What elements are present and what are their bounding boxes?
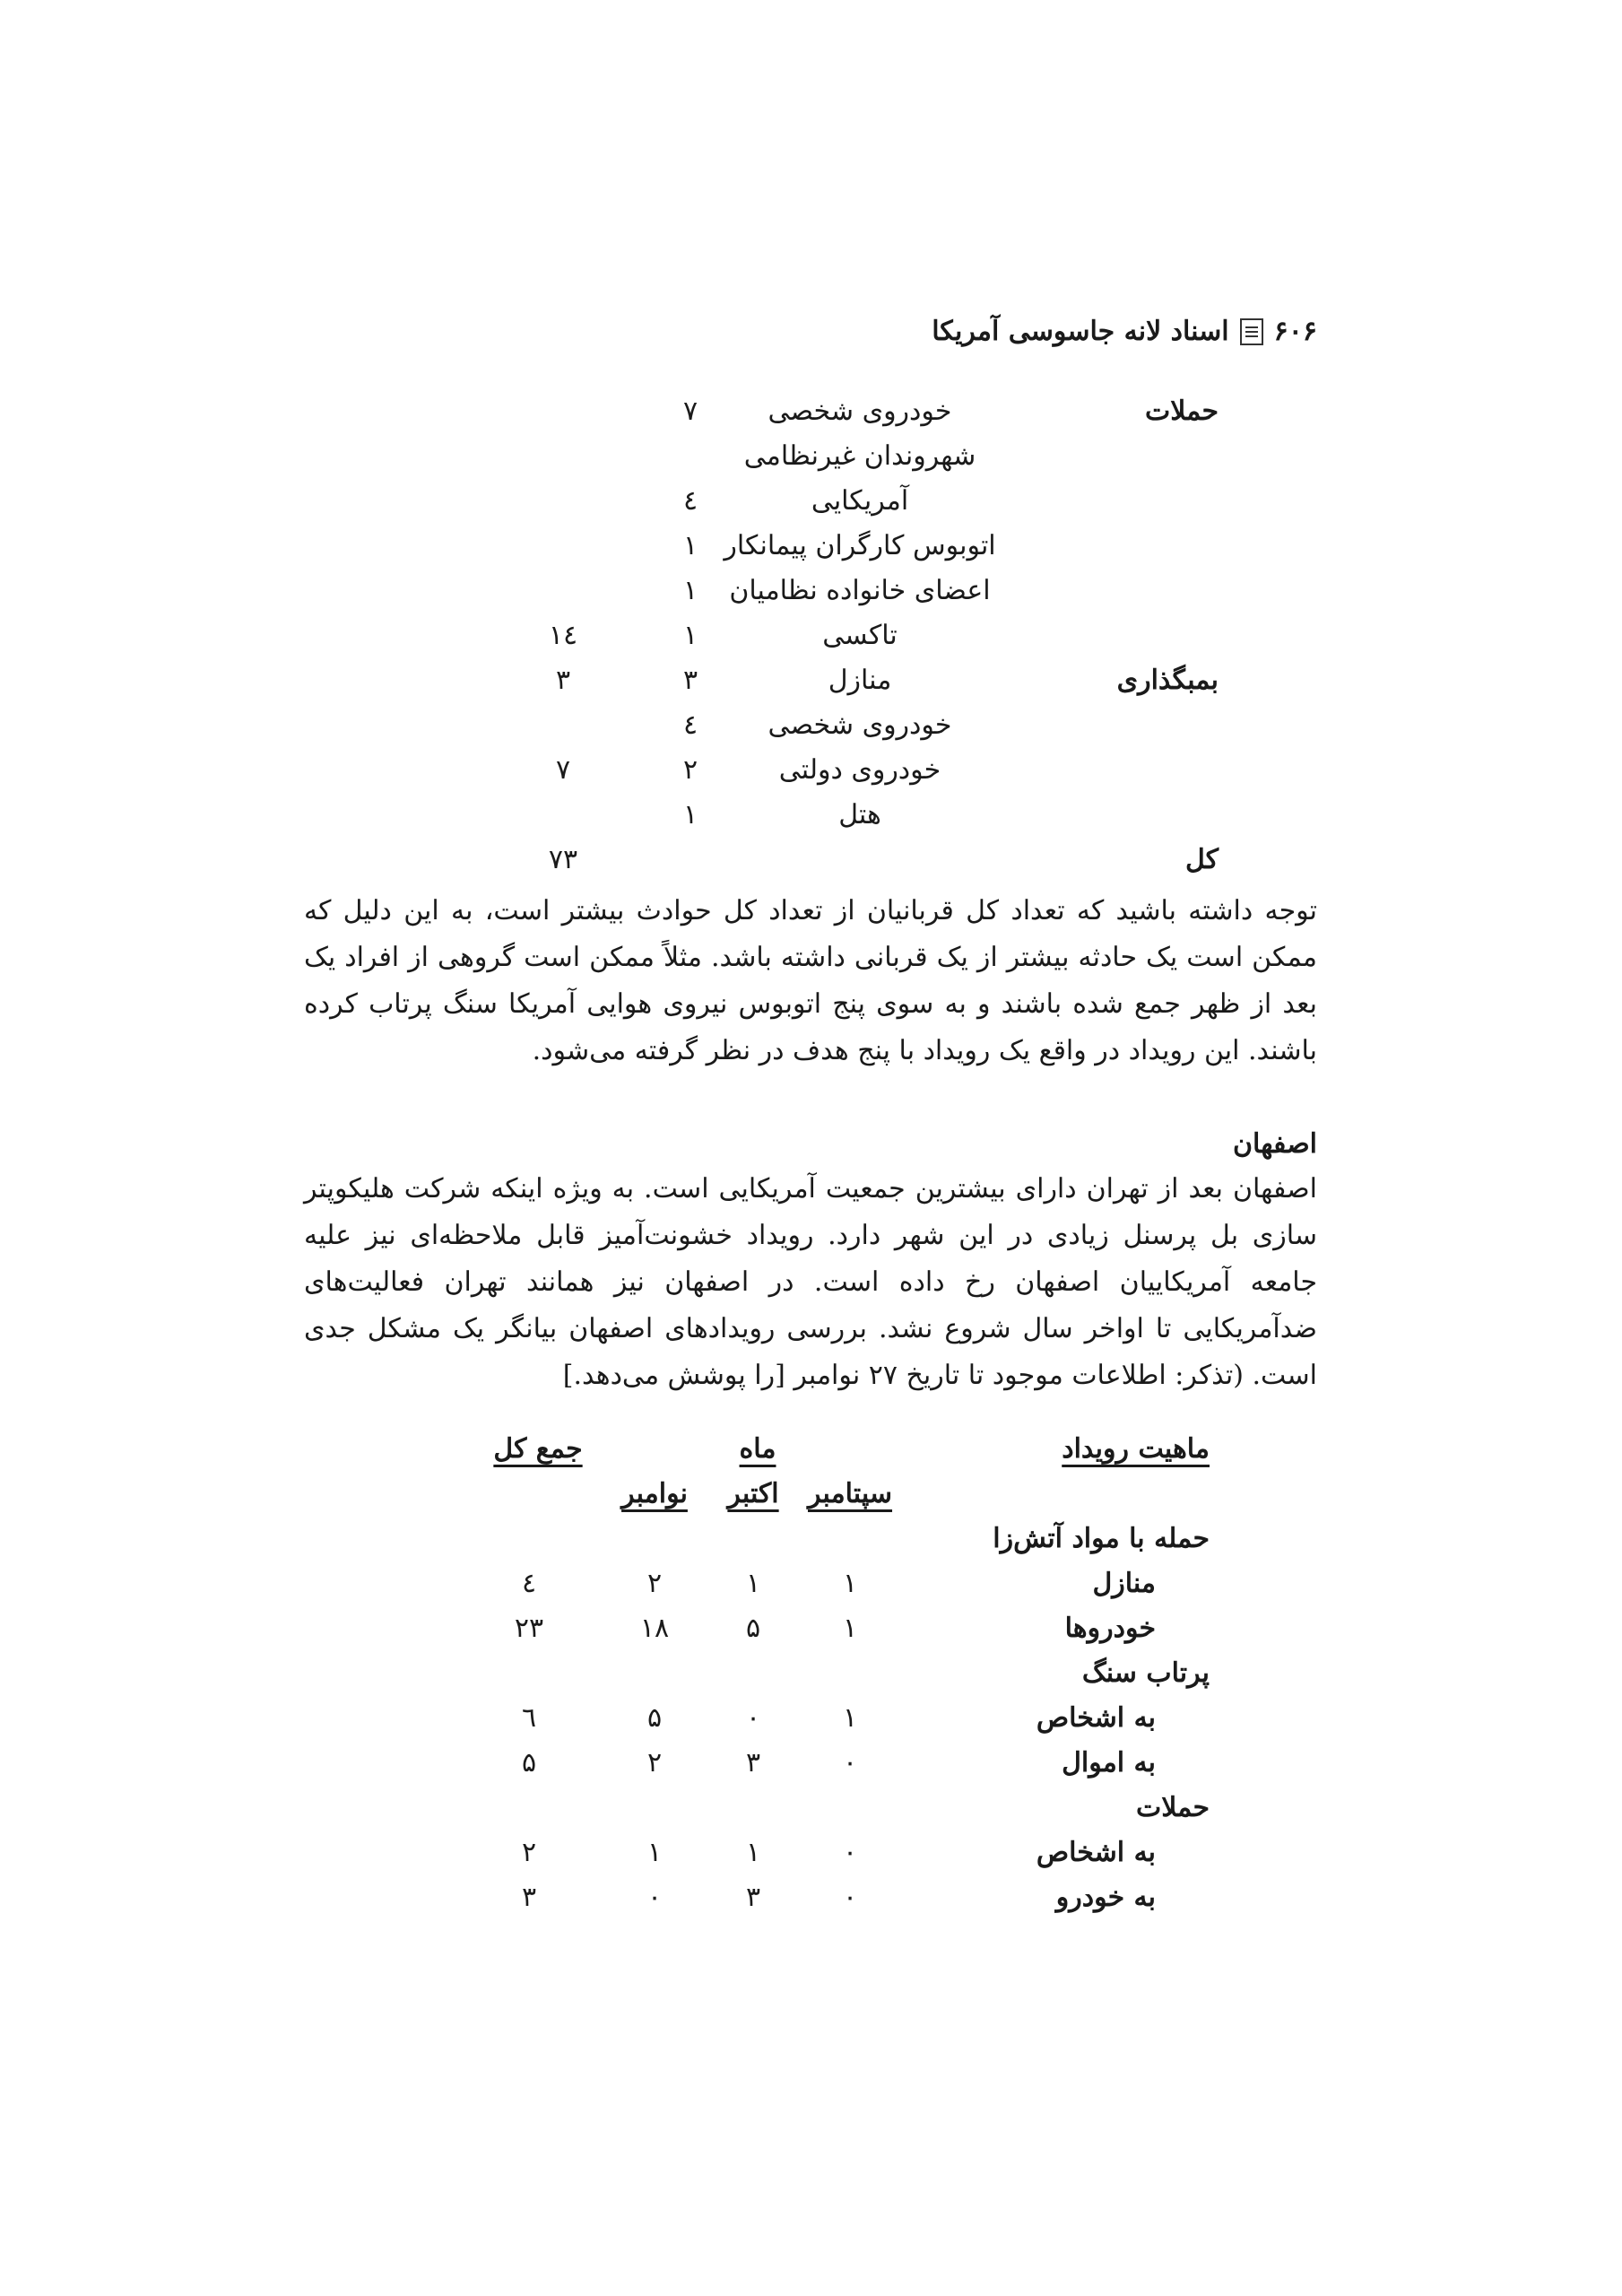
cell-oct: ۳ — [745, 1747, 761, 1779]
paragraph-isfahan: اصفهان بعد از تهران دارای بیشترین جمعیت آمریکایی است. به ویژه اینکه شرکت هلیکوپتر سازی بل پرسنل زیادی در این شهر دارد. رویداد خشونت‌آمیز قابل ملاحظه‌ای نیز علیه جامعه آمریکاییان اصفهان رخ داده است. در اصفهان نیز همانند تهران فعالیت‌های ضدآمریکایی تا اواخر سال شروع نشد. بررسی رویدادهای اصفهان بیانگر یک مشکل جدی است. (تذکر: اطلاعات موجود تا تاریخ ۲۷ نوامبر [را پوشش می‌دهد.] — [304, 1173, 1317, 1391]
document-icon — [1240, 318, 1263, 345]
row-label: حمله با مواد آتش‌زا — [993, 1523, 1210, 1554]
list-item: خودروی شخصی — [768, 396, 952, 427]
list-item: منازل — [828, 665, 892, 696]
list-count: ۱ — [682, 799, 698, 831]
row-label: به اموال — [1062, 1747, 1156, 1779]
page-number: ۶۰۶ — [1273, 316, 1317, 347]
cell-total: ۲ — [521, 1837, 537, 1868]
book-title: اسناد لانه جاسوسی آمریکا — [932, 316, 1229, 347]
list-subtotal — [536, 479, 590, 524]
list-category: حملات — [1144, 396, 1219, 427]
row-label: حملات — [1135, 1792, 1210, 1823]
cell-total: ٦ — [521, 1702, 537, 1734]
list-category: بمبگذاری — [1116, 665, 1219, 696]
list-subtotal — [536, 434, 590, 479]
list-item: خودروی دولتی — [778, 754, 941, 786]
table-header-month: ماه — [739, 1433, 776, 1465]
table-header-october: اکتبر — [727, 1478, 779, 1509]
row-label: خودروها — [1064, 1613, 1156, 1644]
list-count: ٤ — [682, 709, 698, 741]
section-heading-isfahan: اصفهان — [1233, 1128, 1317, 1160]
cell-nov: ۵ — [646, 1702, 663, 1734]
list-subtotal — [536, 793, 590, 838]
cell-nov: ۲ — [646, 1747, 663, 1779]
table-header-september: سپتامبر — [807, 1478, 893, 1509]
cell-total: ۲۳ — [514, 1613, 544, 1644]
paragraph-casualties-note: توجه داشته باشید که تعداد کل قربانیان از تعداد کل حوادث بیشتر است، به این دلیل که ممکن است یک حادثه بیشتر از یک قربانی داشته باشد. مثلاً ممکن است گروهی از افراد یک بعد از ظهر جمع شده باشند و به سوی پنج اتوبوس نیروی هوایی آمریکا سنگ پرتاب کرده باشند. این رویداد در واقع یک رویداد با پنج هدف در نظر گرفته می‌شود. — [304, 895, 1317, 1066]
cell-nov: ۰ — [646, 1882, 663, 1913]
cell-oct: ۱ — [745, 1568, 761, 1599]
list-count: ۳ — [682, 665, 698, 696]
list-item: شهروندان غیرنظامی — [743, 440, 976, 472]
cell-oct: ۳ — [745, 1882, 761, 1913]
cell-oct: ۵ — [745, 1613, 761, 1644]
cell-sep: ۱ — [842, 1568, 858, 1599]
list-subtotal — [536, 389, 590, 434]
cell-sep: ۰ — [842, 1747, 858, 1779]
cell-oct: ۰ — [745, 1702, 761, 1734]
cell-sep: ۰ — [842, 1882, 858, 1913]
list-count: ۲ — [682, 754, 698, 786]
total-label: کل — [1184, 844, 1219, 875]
cell-total: ۵ — [521, 1747, 537, 1779]
cell-nov: ۲ — [646, 1568, 663, 1599]
list-count: ۱ — [682, 575, 698, 606]
list-item: تاکسی — [822, 620, 898, 651]
total-value: ۷۳ — [548, 844, 578, 875]
cell-total: ٤ — [521, 1568, 537, 1599]
row-label: پرتاب سنگ — [1081, 1657, 1210, 1689]
list-count — [664, 434, 717, 479]
list-count: ۷ — [682, 396, 698, 427]
list-item: خودروی شخصی — [768, 709, 952, 741]
list-subtotal — [536, 569, 590, 613]
cell-sep: ۱ — [842, 1702, 858, 1734]
row-label: به اشخاص — [1036, 1837, 1156, 1868]
cell-oct: ۱ — [745, 1837, 761, 1868]
list-count: ٤ — [682, 485, 698, 517]
table-header-total: جمع کل — [493, 1433, 583, 1465]
list-subtotal: ۳ — [555, 665, 571, 696]
cell-sep: ۰ — [842, 1837, 858, 1868]
cell-nov: ۱۸ — [639, 1613, 670, 1644]
list-item: اعضای خانواده نظامیان — [729, 575, 991, 606]
table-header-nature: ماهیت رویداد — [1062, 1433, 1210, 1465]
list-subtotal: ۱٤ — [548, 620, 578, 651]
cell-nov: ۱ — [646, 1837, 663, 1868]
list-count: ۱ — [682, 620, 698, 651]
page-header — [932, 316, 1317, 347]
list-count: ۱ — [682, 530, 698, 561]
cell-total: ۳ — [521, 1882, 537, 1913]
row-label: منازل — [1092, 1568, 1156, 1599]
row-label: به خودرو — [1055, 1882, 1156, 1913]
table-header-november: نوامبر — [621, 1478, 688, 1509]
list-subtotal — [536, 703, 590, 748]
list-item: اتوبوس کارگران پیمانکار — [724, 530, 996, 561]
list-subtotal: ۷ — [555, 754, 571, 786]
list-item: هتل — [838, 799, 881, 831]
row-label: به اشخاص — [1036, 1702, 1156, 1734]
list-item: آمریکایی — [811, 485, 909, 517]
cell-sep: ۱ — [842, 1613, 858, 1644]
list-subtotal — [536, 524, 590, 569]
